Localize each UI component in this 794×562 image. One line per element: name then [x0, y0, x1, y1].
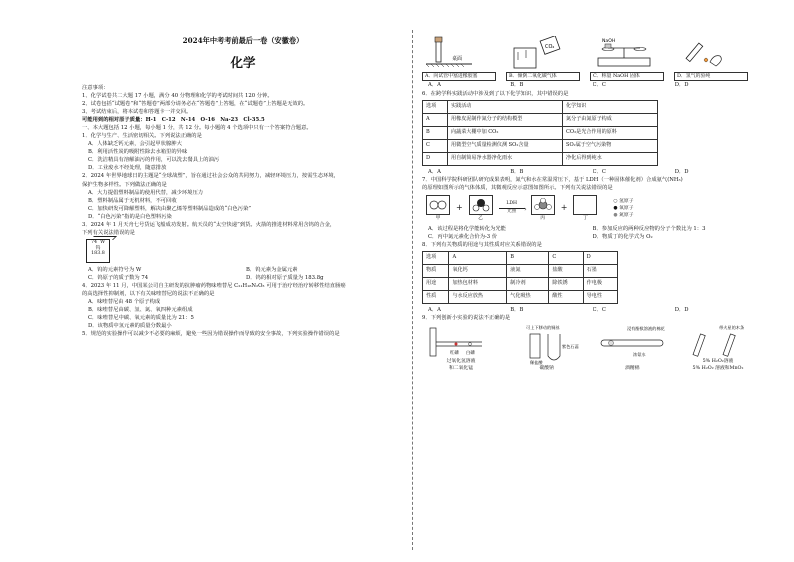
lab-d-caption-1: 5% H₂O₂溶液	[702, 358, 734, 364]
question-9-stem: 9．下列创新小实验的说法不正确的是	[422, 315, 511, 322]
balance-illustration	[590, 36, 664, 70]
co2-pour-illustration	[506, 36, 580, 70]
q6-option-b: B．B	[510, 168, 524, 175]
notice-item: 2、试卷包括“试题卷”和“答题卷”两部分请务必在“答题卷”上答题，在“试题卷”上答题是无效的。	[82, 101, 309, 108]
table-row	[423, 126, 658, 139]
q6-options	[422, 168, 757, 176]
legend-hydrogen: 氢原子	[619, 198, 634, 204]
nitrogen-atom-icon: ●	[613, 212, 618, 218]
question-8-stem: 8．下列有关物质的用途与其性质对应关系错误的是	[422, 242, 542, 249]
table-header-cell: 选项	[423, 100, 448, 113]
table-cell: A	[449, 252, 507, 265]
left-column	[82, 34, 404, 338]
q3-options-row1	[82, 266, 404, 274]
exam-title: 2024年中考考前最后一卷（安徽卷）	[182, 36, 304, 45]
table-cell: 性质	[423, 291, 449, 304]
table-row	[423, 252, 618, 265]
molecule-bing-icon	[533, 198, 553, 212]
table-cell: 用自制简易净水器净化雨水	[448, 152, 563, 165]
column-divider	[412, 30, 413, 550]
phenolphthalein-cotton-label: 浸有酚酞溶液的棉花	[627, 326, 666, 332]
table-cell: D	[583, 252, 617, 265]
table-cell: 向蔬菜大棚中加 CO₂	[448, 126, 563, 139]
table-cell: 气化吸热	[507, 291, 549, 304]
q9-lab-c	[593, 324, 671, 370]
tungsten-element-card	[86, 239, 110, 263]
q5-caption-c: C．称量 NaOH 固体	[590, 72, 664, 81]
table-cell: 用微型空气质量检测仪测 SO₂含量	[448, 139, 563, 152]
molecule-yi-label: 乙	[478, 215, 484, 221]
notice-item: 3、考试结束后，将本试卷和答题卡一并交回。	[82, 109, 192, 116]
phosphorus-tube-illustration	[422, 324, 500, 362]
table-cell: 用橡皮泥制作氮分子的结构模型	[448, 113, 563, 126]
q4-option-a: A．味喹替尼由 48 个原子构成	[88, 299, 161, 306]
reaction-diagram	[426, 195, 757, 222]
question-4-stem-cont: 的高选择性抑制剂，以下有关味喹替尼的说法不正确的是	[82, 290, 215, 297]
q9-lab-d	[679, 324, 757, 370]
question-2-stem-cont: 保护生物多样性。下列做法正确的是	[82, 181, 167, 188]
molecule-ding-label: 丁	[583, 215, 588, 221]
q5-option-d: D．D	[674, 82, 689, 89]
molecule-yi	[469, 195, 493, 222]
table-cell: 净化后得到纯水	[563, 152, 658, 165]
q5-captions	[422, 72, 757, 81]
element-symbol: W	[100, 239, 106, 245]
q3-option-d: D．钨的相对原子质量为 183.8g	[246, 274, 324, 281]
q5-option-c: C．C	[592, 82, 606, 89]
hydrogen-test-illustration	[674, 36, 748, 70]
question-4-stem: 4．2023 年 11 月，中国某公司自主研发的抗肿瘤药物味喹替尼 C₂₁H₁₈N₂O₃ 可用于治疗经治疗转移性结直肠癌	[82, 282, 346, 289]
molecule-bing-label: 丙	[540, 215, 546, 221]
q4-option-c: C．味喹替尼中碳、氧元素的质量比为 21：5	[88, 315, 194, 322]
oxygen-atom-icon: ●	[613, 205, 618, 211]
dilute-hcl-label: 稀盐酸	[529, 360, 543, 366]
q5-image-c	[590, 36, 664, 70]
table-cell: 用途	[423, 278, 449, 291]
q2-option-c: C．加快研发可降解塑料，解决由聚乙烯等塑料制品造成的“白色污染”	[88, 205, 252, 212]
q1-option-c: C．洗洁精具有溶解油污的作用，可以洗去餐具上的油污	[88, 157, 220, 164]
table-cell: 盐酸	[549, 265, 583, 278]
table-cell: 除铁锈	[549, 278, 583, 291]
q8-option-a: A．A	[428, 307, 441, 314]
q7-option-b: B．参加反应的两种反应物的分子个数比为 1：3	[592, 225, 706, 232]
lab-b-caption: 碳酸钠	[539, 365, 554, 371]
tube-stopper-illustration	[422, 36, 496, 70]
table-header-cell: 实践活动	[448, 100, 563, 113]
table-cell: B	[507, 252, 549, 265]
q7-options-row2	[422, 233, 757, 241]
q1-option-a: A．人体缺乏钙元素，会引起甲状腺肿大	[88, 141, 182, 148]
table-cell: 氮分子由氮原子构成	[563, 113, 658, 126]
molecule-bing	[531, 195, 555, 222]
q1-option-b: B．利用活性炭的吸附性除去水箱里的异味	[88, 149, 188, 156]
q7-option-a: A．该过程是将化学能转化为光能	[428, 225, 506, 232]
molecule-yi-icon	[471, 198, 491, 212]
question-7-stem-cont: 的原理如图所示的气体体质，其微观反应示意图如图所示。下列有关说法错误的是	[422, 184, 613, 191]
q4-option-d: D．该物质中氢元素的质量分数最小	[88, 323, 172, 330]
ammonia-tube-illustration	[593, 324, 671, 362]
atomic-mass: 183.8	[91, 251, 105, 257]
q3-option-c: C．钨原子的质子数为 74	[88, 274, 149, 281]
lab-d-caption-2: 5% H₂O₂ 溶液和MnO₂	[692, 365, 744, 371]
legend-nitrogen: 氮原子	[619, 212, 634, 218]
table-cell: 石墨	[583, 265, 617, 278]
q6-table	[422, 100, 658, 166]
table-cell: CO₂是光合作用的原料	[563, 126, 658, 139]
q6-option-d: D．D	[674, 168, 689, 175]
table-cell: C	[423, 139, 448, 152]
table-cell: 液氮	[507, 265, 549, 278]
lab-a-caption-2: 和二氧化锰	[449, 365, 473, 371]
table-cell: C	[549, 252, 583, 265]
table-cell: 作电极	[583, 278, 617, 291]
q3-option-b: B．钨元素为金属元素	[246, 266, 298, 273]
atomic-mass-line: 可能用到的相对原子质量：H-1 C-12 N-14 O-16 Na-23 Cl-35.5	[82, 117, 265, 124]
table-cell: B	[423, 126, 448, 139]
q7-option-d: D．物质丁的化学式为 O₂	[592, 234, 653, 241]
table-header-cell: 化学知识	[563, 100, 658, 113]
q5-caption-d: D．氢气的验纯	[674, 72, 748, 81]
co2-label: CO₂	[545, 44, 555, 50]
table-row	[423, 113, 658, 126]
table-cell: 物质	[423, 265, 449, 278]
q9-experiments	[422, 324, 757, 370]
q9-lab-a	[422, 324, 500, 370]
molecule-jia-icon	[428, 199, 448, 211]
q2-option-d: D．“白色污染”指的是白色塑料污染	[88, 213, 172, 220]
q5-caption-a: A．向试管中塞进橡胶塞	[422, 72, 496, 81]
section-heading: 一、本大题包括 12 小题，每小题 1 分，共 12 分。每小题的 4 个选项中只有一个答案符合题意。	[82, 125, 312, 132]
q7-options-row1	[422, 225, 757, 233]
table-cell: 制冷剂	[507, 278, 549, 291]
q3-option-a: A．钨的元素符号为 W	[88, 266, 142, 273]
atom-legend	[613, 198, 633, 220]
molecule-jia	[426, 195, 450, 222]
red-phosphorus-label: 红磷	[450, 351, 459, 357]
ammonia-label: 浓氨水	[633, 352, 646, 358]
q5-images	[422, 36, 757, 70]
molecule-jia-label: 甲	[435, 215, 441, 221]
plus-sign: +	[456, 203, 463, 213]
legend-oxygen: 氧原子	[619, 205, 634, 211]
catalyst-label: LDH	[506, 200, 518, 206]
lab-c-caption: 酒精棉	[625, 365, 640, 371]
light-label: 光照	[507, 208, 517, 214]
q5-image-d	[674, 36, 748, 70]
q8-option-c: C．C	[592, 307, 606, 314]
white-phosphorus-label: 白磷	[466, 351, 475, 357]
notice-heading: 注意事项：	[82, 84, 109, 91]
u-tube-illustration	[508, 324, 586, 366]
q4-option-b: B．味喹替尼由碳、氢、氮、氧四种元素组成	[88, 307, 193, 314]
table-cell: 选项	[423, 252, 449, 265]
glowing-splint-label: 带火星的木条	[718, 325, 745, 331]
table-cell: 酸性	[549, 291, 583, 304]
q5-option-a: A．A	[428, 82, 441, 89]
h2o2-tubes-illustration	[679, 324, 757, 362]
arrow-head-icon: ›	[524, 205, 527, 213]
hydrogen-atom-icon: ○	[613, 198, 618, 204]
table-cell: D	[423, 152, 448, 165]
q5-image-a	[422, 36, 496, 70]
q5-image-b	[506, 36, 580, 70]
naoh-label: NaOH	[602, 39, 616, 44]
q2-option-b: B．塑料制品属于无机材料，不可回收	[88, 197, 177, 204]
table-row	[423, 139, 658, 152]
element-card-row	[82, 239, 404, 263]
question-2-stem: 2．2024 年世界地球日的主题是“全球战塑”，旨在通过社会公众的共同努力，减轻环境压力，按需生态环境，	[82, 173, 340, 180]
q5-option-b: B．B	[510, 82, 524, 89]
question-1-stem: 1．化学与生产、生活密切相关。下列说法正确的是	[82, 133, 202, 140]
subject-title: 化学	[230, 54, 256, 70]
q6-option-a: A．A	[428, 168, 441, 175]
table-header-row	[423, 100, 658, 113]
desk-label: 桌面	[452, 56, 463, 62]
right-column	[422, 36, 757, 370]
atomic-number: 74	[90, 239, 98, 245]
molecule-ding	[573, 195, 597, 222]
table-cell: 导电性	[583, 291, 617, 304]
question-6-stem: 6．在跨学科实践活动中涉及到了以下化学知识，其中错误的是	[422, 90, 569, 97]
question-3-stem: 3．2024 年 1 月天舟七号货运飞船成功发射。航天员的“太空快递”到货。火箭的推进材料常用含钨的合金，	[82, 221, 336, 228]
element-name: 钨	[95, 245, 101, 251]
table-row	[423, 291, 618, 304]
table-cell: 与水反应放热	[449, 291, 507, 304]
table-cell: 氧化钙	[449, 265, 507, 278]
reaction-arrow	[499, 201, 525, 216]
q7-option-c: C．丙中氮元素化合价为-3 价	[428, 234, 498, 241]
q8-option-d: D．D	[674, 307, 689, 314]
q1-option-d: D．工业废水不经处理，随意排放	[88, 165, 167, 172]
q8-options	[422, 306, 757, 314]
table-row	[423, 278, 618, 291]
q3-options-row2	[82, 274, 404, 282]
q5-caption-b: B．倾倒二氧化碳气体	[506, 72, 580, 81]
q8-table	[422, 251, 618, 304]
plus-sign: +	[560, 203, 568, 213]
litmus-label: 紫色石蕊	[561, 344, 579, 350]
q8-option-b: B．B	[510, 307, 524, 314]
copper-wire-label: 可上下移动的铜丝	[525, 325, 560, 331]
q6-option-c: C．C	[592, 168, 606, 175]
notice-item: 1、化学试卷共二大题 17 小题，满分 40 分物理和化学的考试时间共 120 分钟。	[82, 92, 273, 99]
q5-options	[422, 81, 757, 89]
table-row	[423, 265, 618, 278]
table-row	[423, 152, 658, 165]
question-3-stem-cont: 下列有关说法错误的是	[82, 229, 135, 236]
q9-lab-b	[508, 324, 586, 370]
q2-option-a: A．大力提倡塑料制品的使用代替，减少环境压力	[88, 189, 204, 196]
lab-a-caption-1: 过氧化氢溶液	[446, 358, 476, 364]
table-cell: A	[423, 113, 448, 126]
table-cell: 加热包材料	[449, 278, 507, 291]
question-7-stem: 7．中国科学院科研团队研究成果表明，氮气和水在常温常压下，基于 LDH（一种固体催化剂）合成氨气(NH₃)	[422, 176, 683, 183]
question-5-stem: 5．规范的实验操作可以减少不必要的麻烦，避免一些因为错误操作而导致的安全事故，下列实验操作错误的是	[82, 331, 340, 338]
table-cell: SO₂属于空气污染物	[563, 139, 658, 152]
